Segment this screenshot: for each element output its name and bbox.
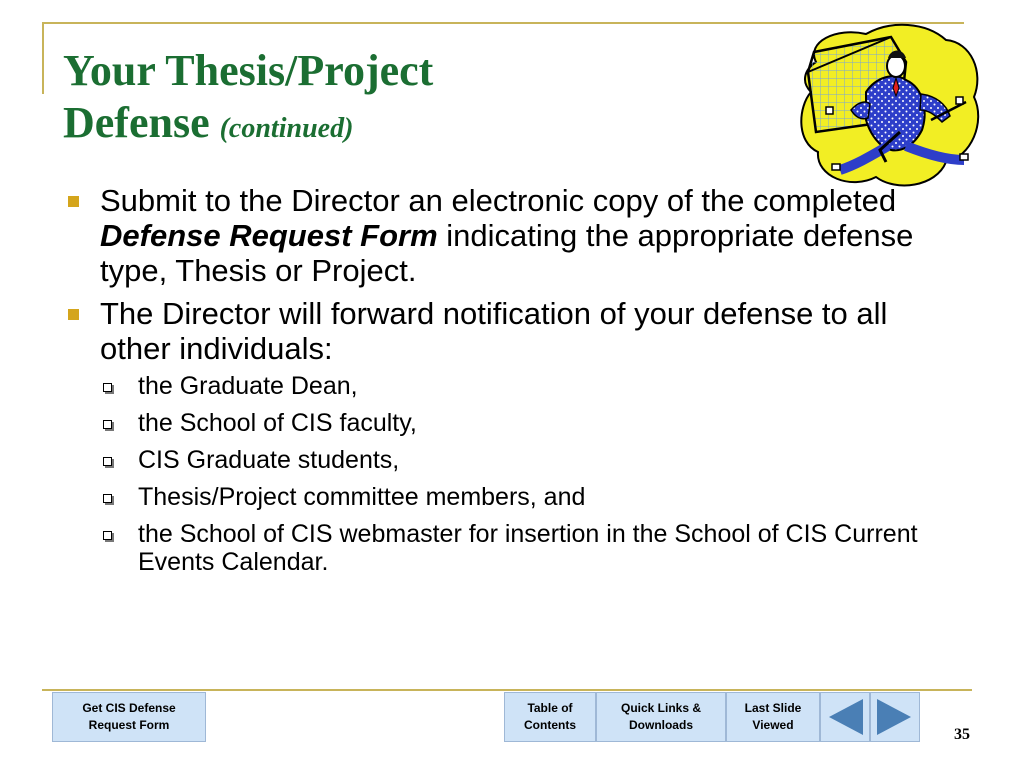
title-line-2 xyxy=(63,97,703,155)
sub-item-graduate-students: CIS Graduate students, xyxy=(100,446,965,474)
sub-item-webmaster: the School of CIS webmaster for insertion in the School of CIS Current Events Calendar. xyxy=(100,520,965,576)
defense-request-form-emphasis: Defense Request Form xyxy=(100,218,438,253)
title-defense: Defense xyxy=(63,98,210,147)
previous-slide-button[interactable] xyxy=(820,692,870,742)
footer-rule xyxy=(42,689,972,691)
bullet-1-text-before: Submit to the Director an electronic copy of the completed xyxy=(100,183,897,218)
get-defense-form-button[interactable]: Get CIS Defense Request Form xyxy=(52,692,206,742)
sub-item-graduate-dean: the Graduate Dean, xyxy=(100,372,965,400)
arrow-right-icon xyxy=(871,693,919,741)
quick-links-button[interactable]: Quick Links & Downloads xyxy=(596,692,726,742)
slide-number: 35 xyxy=(954,726,970,743)
bullet-item-submit xyxy=(60,183,965,288)
bullet-2-text: The Director will forward notification of your defense to all other individuals: xyxy=(100,296,888,366)
next-slide-button[interactable] xyxy=(870,692,920,742)
table-of-contents-button[interactable]: Table of Contents xyxy=(504,692,596,742)
arrow-left-icon xyxy=(821,693,869,741)
hockey-goalie-clipart-icon xyxy=(796,22,984,192)
bullet-1-text-after: indicating the appropriate defense type, Thesis or Project. xyxy=(100,218,914,288)
bullet-item-notification xyxy=(60,296,965,576)
bullet-list xyxy=(60,183,965,585)
title-line-1: Your Thesis/Project xyxy=(63,46,434,95)
slide-title xyxy=(63,45,703,155)
sub-item-cis-faculty: the School of CIS faculty, xyxy=(100,409,965,437)
sub-item-committee-members: Thesis/Project committee members, and xyxy=(100,483,965,511)
last-slide-viewed-button[interactable]: Last Slide Viewed xyxy=(726,692,820,742)
title-continued: (continued) xyxy=(219,113,354,144)
recipient-sublist xyxy=(100,372,965,576)
left-rule xyxy=(42,22,44,94)
